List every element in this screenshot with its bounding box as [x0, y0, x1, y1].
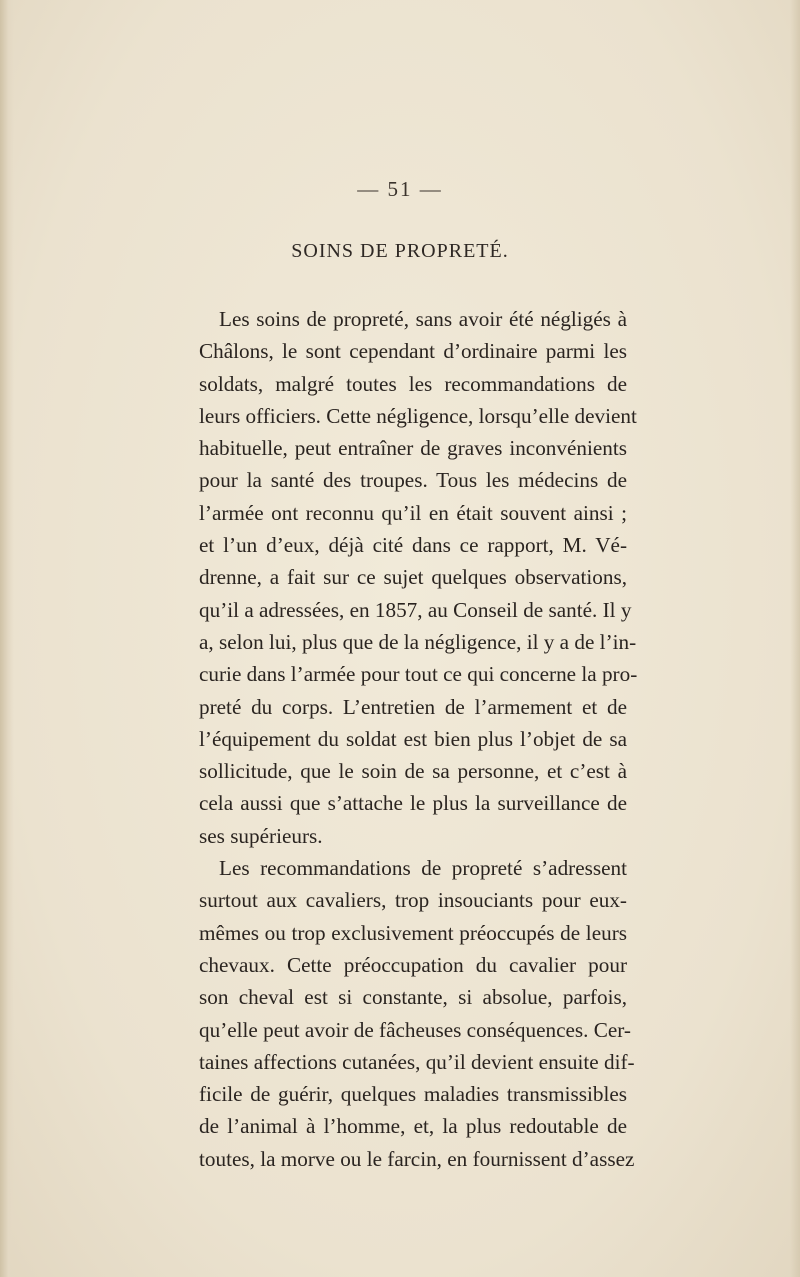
text-line: l’armée ont reconnu qu’il en était souvent ainsi ;: [199, 500, 627, 525]
text-line: curie dans l’armée pour tout ce qui concerne la pro-: [199, 662, 638, 687]
section-title: SOINS DE PROPRETÉ.: [291, 240, 509, 262]
text-line: cela aussi que s’attache le plus la surveillance de: [199, 791, 627, 816]
body-text: [199, 303, 638, 1175]
text-line: leurs officiers. Cette négligence, lorsqu’elle devient: [199, 403, 637, 428]
text-line: Les recommandations de propreté s’adressent: [219, 856, 627, 881]
text-line: surtout aux cavaliers, trop insouciants pour eux-: [199, 888, 627, 913]
text-line: et l’un d’eux, déjà cité dans ce rapport, M. Vé-: [199, 533, 627, 558]
text-line: ficile de guérir, quelques maladies transmissibles: [199, 1082, 627, 1107]
text-line: preté du corps. L’entretien de l’armement et de: [199, 694, 627, 719]
text-line: qu’elle peut avoir de fâcheuses conséquences. Cer-: [199, 1017, 631, 1042]
text-line: son cheval est si constante, si absolue, parfois,: [199, 985, 627, 1010]
text-line: chevaux. Cette préoccupation du cavalier pour: [199, 952, 627, 977]
text-line: drenne, a fait sur ce sujet quelques observations,: [199, 565, 627, 590]
text-line: de l’animal à l’homme, et, la plus redoutable de: [199, 1114, 627, 1139]
text-line: toutes, la morve ou le farcin, en fournissent d’assez: [199, 1146, 635, 1171]
text-line: soldats, malgré toutes les recommandations de: [199, 371, 627, 396]
text-line: ses supérieurs.: [199, 823, 323, 848]
text-line: Châlons, le sont cependant d’ordinaire parmi les: [199, 339, 627, 364]
page-number: — 51 —: [357, 177, 443, 201]
text-line: Les soins de propreté, sans avoir été négligés à: [219, 307, 627, 331]
text-line: mêmes ou trop exclusivement préoccupés de leurs: [199, 920, 627, 945]
text-line: habituelle, peut entraîner de graves inconvénients: [199, 436, 627, 461]
text-line: taines affections cutanées, qu’il devient ensuite dif-: [199, 1049, 635, 1074]
text-line: l’équipement du soldat est bien plus l’objet de sa: [199, 726, 627, 751]
text-line: qu’il a adressées, en 1857, au Conseil de santé. Il y: [199, 597, 632, 622]
text-line: sollicitude, que le soin de sa personne, et c’est à: [199, 759, 627, 784]
text-line: a, selon lui, plus que de la négligence, il y a de l’in-: [199, 629, 637, 654]
text-line: pour la santé des troupes. Tous les médecins de: [199, 468, 627, 493]
